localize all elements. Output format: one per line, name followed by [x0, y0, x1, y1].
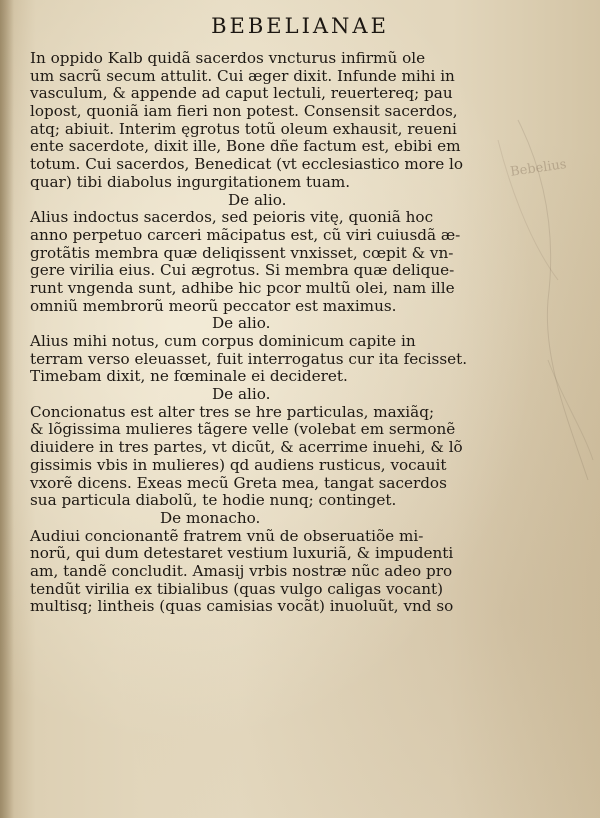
text-line: Audiui concionantẽ fratrem vnũ de obseruatiõe mi-	[30, 526, 424, 545]
text-line: Alius indoctus sacerdos, sed peioris vitę, quoniã hoc	[30, 208, 434, 227]
section-heading: De alio.	[212, 314, 271, 333]
page-gutter-shadow	[0, 0, 14, 818]
text-line: In oppido Kalb quidã sacerdos vncturus infirmũ ole	[30, 49, 426, 67]
text-line: totum. Cui sacerdos, Benedicat (vt ecclesiastico more lo	[30, 155, 464, 174]
running-header: BEBELIANAE	[211, 14, 389, 38]
text-line: tendũt virilia ex tibialibus (quas vulgo caligas vocant)	[30, 579, 444, 598]
section-heading: De alio.	[212, 385, 271, 404]
text-line: um sacrũ secum attulit. Cui æger dixit. Infunde mihi in	[30, 66, 455, 85]
text-line: ente sacerdote, dixit ille, Bone dñe factum est, ebibi em	[30, 137, 461, 156]
body-text	[30, 50, 480, 616]
anecdote-1	[30, 50, 480, 192]
text-line: anno perpetuo carceri mãcipatus est, cũ viri cuiusdã æ-	[30, 225, 461, 244]
anecdote-4	[30, 386, 480, 510]
text-line: omniũ membrorũ meorũ peccator est maximus.	[30, 296, 397, 315]
text-line: terram verso eleuasset, fuit interrogatus cur ita fecisset.	[30, 349, 468, 368]
text-line: atq; abiuit. Interim ęgrotus totũ oleum exhausit, reueni	[30, 119, 457, 138]
text-line: norũ, qui dum detestaret vestium luxuriã, & impudenti	[30, 544, 454, 563]
text-line: & lõgissima mulieres tãgere velle (volebat em sermonẽ	[30, 420, 456, 439]
anecdote-3	[30, 315, 480, 386]
text-line: vasculum, & appende ad caput lectuli, reuertereq; pau	[30, 84, 453, 103]
text-line: sua particula diabolũ, te hodie nunq; continget.	[30, 491, 397, 510]
section-heading: De alio.	[228, 190, 287, 209]
text-line: runt vngenda sunt, adhibe hic pcor multũ olei, nam ille	[30, 278, 455, 297]
text-line: diuidere in tres partes, vt dicũt, & acerrime inuehi, & lõ	[30, 438, 463, 457]
anecdote-2	[30, 192, 480, 316]
text-line: multisq; lintheis (quas camisias vocãt) inuoluũt, vnd so	[30, 597, 454, 616]
text-line: gissimis vbis in mulieres) qd audiens rusticus, vocauit	[30, 455, 447, 474]
text-line: vxorẽ dicens. Exeas mecũ Greta mea, tangat sacerdos	[30, 473, 447, 492]
anecdote-5	[30, 510, 480, 616]
text-line: Concionatus est alter tres se hre particulas, maxiãq;	[30, 402, 435, 421]
text-line: Timebam dixit, ne fœminale ei decideret.	[30, 367, 348, 386]
text-line: am, tandẽ concludit. Amasij vrbis nostræ nũc adeo pro	[30, 561, 453, 580]
text-line: grotãtis membra quæ deliqissent vnxisset, cœpit & vn-	[30, 243, 454, 262]
text-line: Alius mihi notus, cum corpus dominicum capite in	[30, 332, 416, 350]
text-line: lopost, quoniã iam fieri non potest. Consensit sacerdos,	[30, 102, 458, 121]
margin-handwritten-note: Bebelius	[509, 157, 568, 180]
text-line: quar) tibi diabolus ingurgitationem tuam.	[30, 172, 351, 191]
text-line: gere virilia eius. Cui ægrotus. Si membra quæ delique-	[30, 261, 455, 280]
section-heading: De monacho.	[160, 508, 261, 527]
